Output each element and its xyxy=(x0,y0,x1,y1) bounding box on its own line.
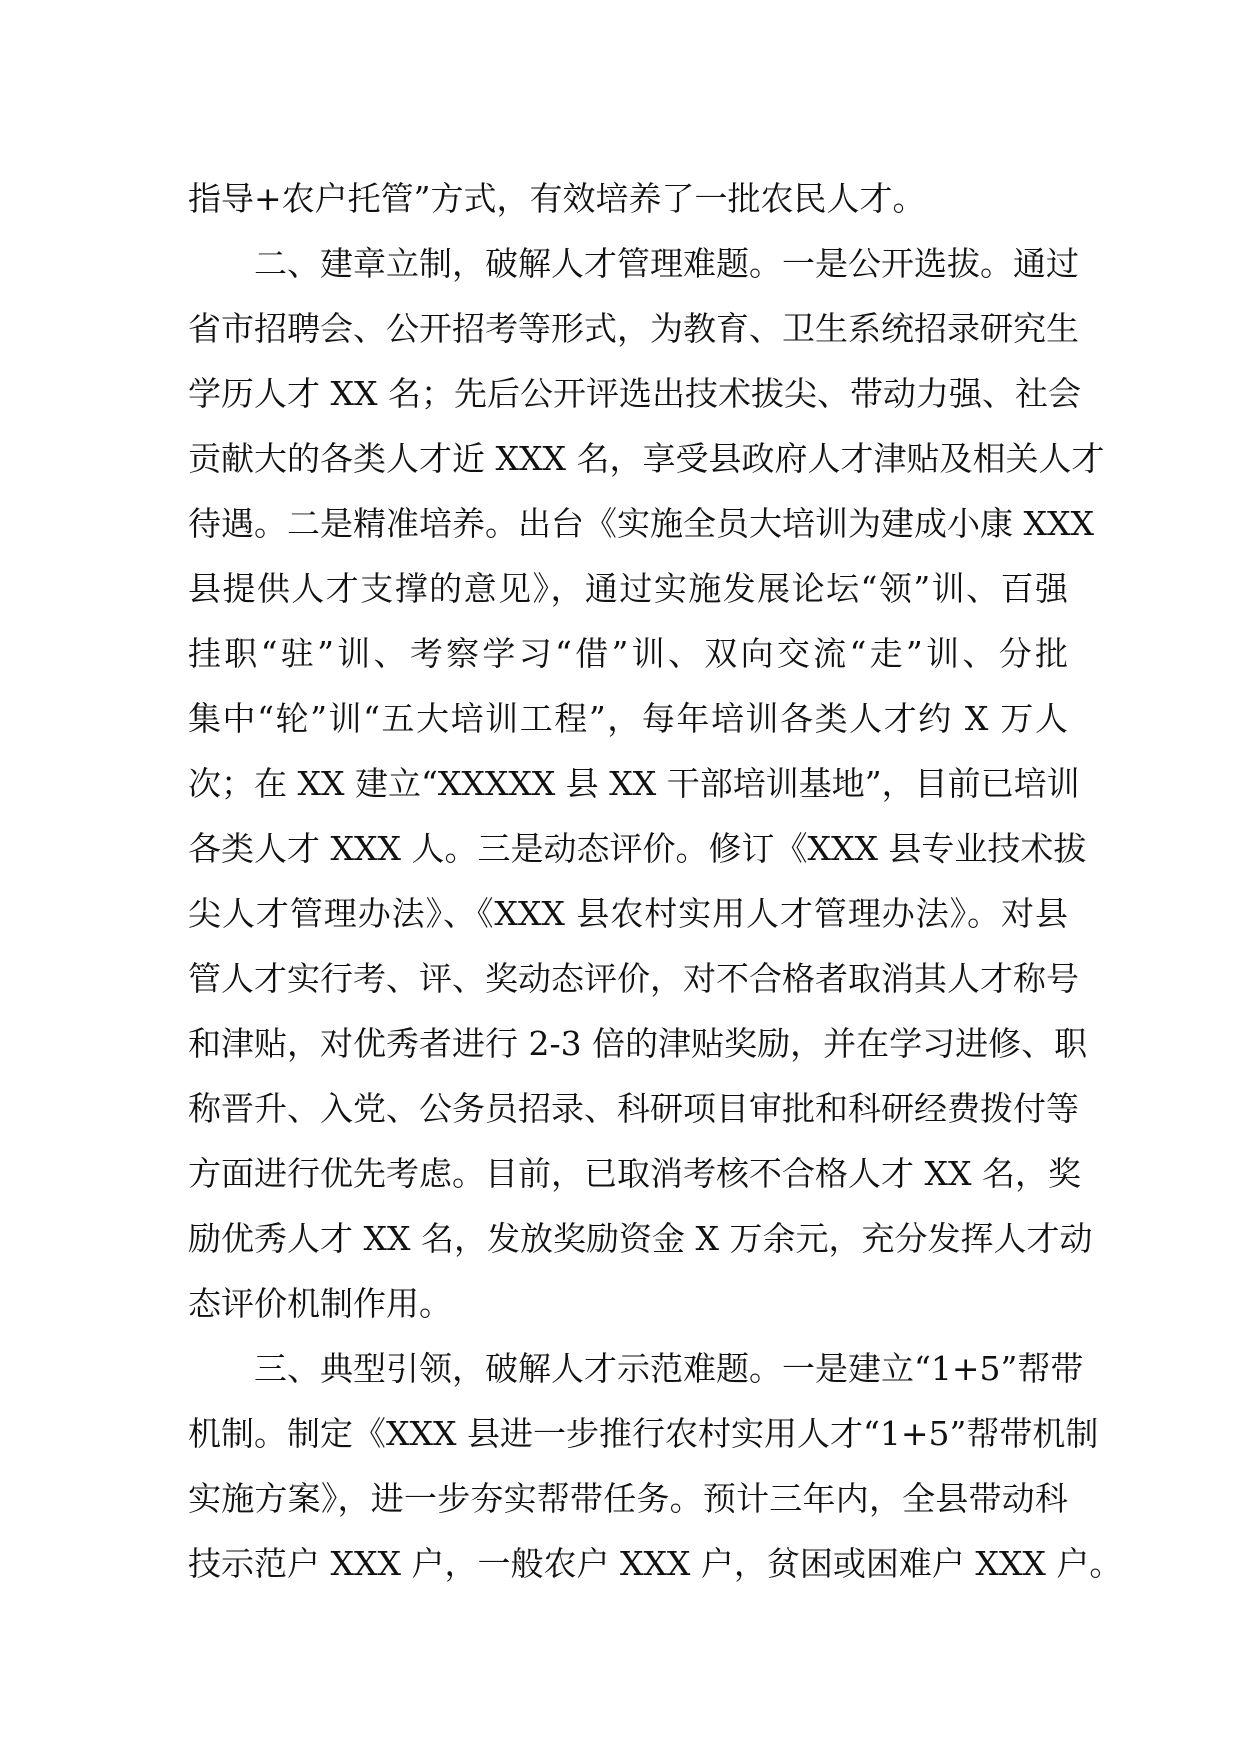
text-line: 管人才实行考、评、奖动态评价，对不合格者取消其人才称号 xyxy=(188,959,1079,998)
body-text xyxy=(188,166,1123,1596)
text-line: 实施方案》，进一步夯实帮带任务。预计三年内，全县带动科 xyxy=(188,1479,1068,1518)
text-line: 县提供人才支撑的意见》，通过实施发展论坛“领”训、百强 xyxy=(188,569,1068,608)
text-line: 集中“轮”训“五大培训工程”，每年培训各类人才约 X 万人 xyxy=(188,699,1068,738)
text-line: 待遇。二是精准培养。出台《实施全员大培训为建成小康 XXX xyxy=(188,504,1094,543)
text-line: 励优秀人才 XX 名，发放奖励资金 X 万余元，充分发挥人才动 xyxy=(188,1219,1093,1258)
text-line: 和津贴，对优秀者进行 2-3 倍的津贴奖励，并在学习进修、职 xyxy=(188,1024,1088,1063)
paragraph-heading-line: 二、建章立制，破解人才管理难题。一是公开选拔。通过 xyxy=(254,244,1079,283)
text-line: 各类人才 XXX 人。三是动态评价。修订《XXX 县专业技术拔 xyxy=(188,829,1087,868)
text-line: 学历人才 XX 名；先后公开评选出技术拔尖、带动力强、社会 xyxy=(188,374,1081,413)
text-line: 省市招聘会、公开招考等形式，为教育、卫生系统招录研究生 xyxy=(188,309,1079,348)
text-line: 尖人才管理办法》、《XXX 县农村实用人才管理办法》。对县 xyxy=(188,894,1068,933)
text-line: 贡献大的各类人才近 XXX 名，享受县政府人才津贴及相关人才 xyxy=(188,439,1105,478)
text-line: 技示范户 XXX 户，一般农户 XXX 户，贫困或困难户 XXX 户。 xyxy=(188,1544,1123,1583)
text-line: 机制。制定《XXX 县进一步推行农村实用人才“1+5”帮带机制 xyxy=(188,1414,1099,1453)
text-line: 次；在 XX 建立“XXXXX 县 XX 干部培训基地”，目前已培训 xyxy=(188,764,1080,803)
text-line: 挂职“驻”训、考察学习“借”训、双向交流“走”训、分批 xyxy=(188,634,1068,673)
text-line: 指导+农户托管”方式，有效培养了一批农民人才。 xyxy=(188,179,926,218)
text-line: 态评价机制作用。 xyxy=(188,1284,452,1323)
text-line: 称晋升、入党、公务员招录、科研项目审批和科研经费拨付等 xyxy=(188,1089,1079,1128)
paragraph-heading-line: 三、典型引领，破解人才示范难题。一是建立“1+5”帮带 xyxy=(254,1349,1084,1388)
text-line: 方面进行优先考虑。目前，已取消考核不合格人才 XX 名，奖 xyxy=(188,1154,1081,1193)
